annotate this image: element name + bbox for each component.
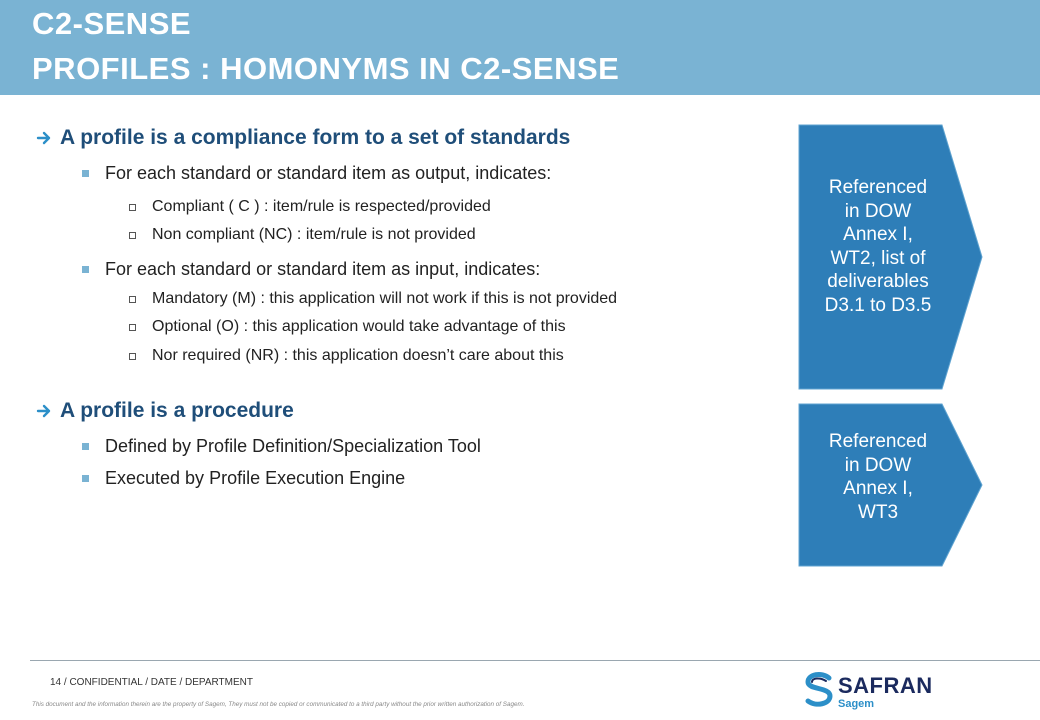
callout-wt2 — [798, 124, 984, 390]
callout-line: Annex I, — [843, 224, 913, 245]
sub-list-item-text: Mandatory (M) : this application will not work if this is not provided — [152, 290, 618, 307]
callout-line: D3.1 to D3.5 — [824, 294, 932, 316]
callout-line: WT2, list of — [830, 247, 926, 269]
list-item-text: For each standard or standard item as output, indicates: — [105, 163, 552, 183]
section-heading — [36, 126, 570, 150]
footer-divider — [30, 660, 1040, 661]
hollow-square-bullet-icon — [129, 324, 136, 331]
callout-line: in DOW — [844, 200, 912, 222]
callout-line: in DOW — [844, 454, 912, 476]
square-bullet-icon — [82, 170, 89, 177]
hollow-square-bullet-icon — [129, 296, 136, 303]
arrow-right-icon — [36, 402, 54, 420]
callout-line: deliverables — [827, 271, 929, 292]
list-item-text: For each standard or standard item as input, indicates: — [105, 259, 541, 279]
list-item — [82, 163, 551, 184]
footer-disclaimer: This document and the information therein are the property of Sagem, They must not be copied or communicated to a third party without the prior written authorization of Sagem. — [32, 701, 525, 708]
callout-wt3 — [798, 403, 984, 567]
list-item-text: Defined by Profile Definition/Specialization Tool — [105, 436, 481, 456]
hollow-square-bullet-icon — [129, 353, 136, 360]
sub-list-item — [129, 290, 617, 308]
callout-line: WT3 — [857, 501, 899, 523]
sub-list-item — [129, 318, 566, 336]
sub-list-item-text: Non compliant (NC) : item/rule is not provided — [152, 226, 476, 243]
logo-sub-text: Sagem — [838, 698, 875, 710]
title-line-1: C2-SENSE — [32, 6, 192, 41]
safran-logo — [800, 668, 970, 713]
sub-list-item — [129, 198, 491, 216]
safran-swirl-icon — [802, 672, 836, 708]
section-heading-text: A profile is a compliance form to a set of standards — [60, 126, 571, 149]
header-band — [0, 0, 1040, 95]
callout-line: Annex I, — [843, 478, 913, 499]
list-item-text: Executed by Profile Execution Engine — [105, 468, 406, 488]
list-item — [82, 436, 481, 457]
sub-list-item — [129, 226, 476, 244]
title-line-2: PROFILES : HOMONYMS IN C2-SENSE — [32, 51, 620, 86]
logo-brand-text: SAFRAN — [838, 673, 933, 698]
hollow-square-bullet-icon — [129, 204, 136, 211]
footer-page-info: 14 / CONFIDENTIAL / DATE / DEPARTMENT — [50, 677, 253, 688]
list-item — [82, 259, 540, 280]
sub-list-item — [129, 347, 564, 365]
sub-list-item-text: Compliant ( C ) : item/rule is respected/provided — [152, 198, 491, 215]
square-bullet-icon — [82, 266, 89, 273]
section-heading — [36, 399, 294, 423]
sub-list-item-text: Nor required (NR) : this application doesn’t care about this — [152, 347, 564, 364]
arrow-right-icon — [36, 129, 54, 147]
sub-list-item-text: Optional (O) : this application would take advantage of this — [152, 318, 566, 335]
callout-line: Referenced — [828, 431, 928, 452]
hollow-square-bullet-icon — [129, 232, 136, 239]
square-bullet-icon — [82, 475, 89, 482]
section-heading-text: A profile is a procedure — [60, 399, 294, 422]
callout-line: Referenced — [828, 177, 928, 198]
list-item — [82, 468, 405, 489]
square-bullet-icon — [82, 443, 89, 450]
